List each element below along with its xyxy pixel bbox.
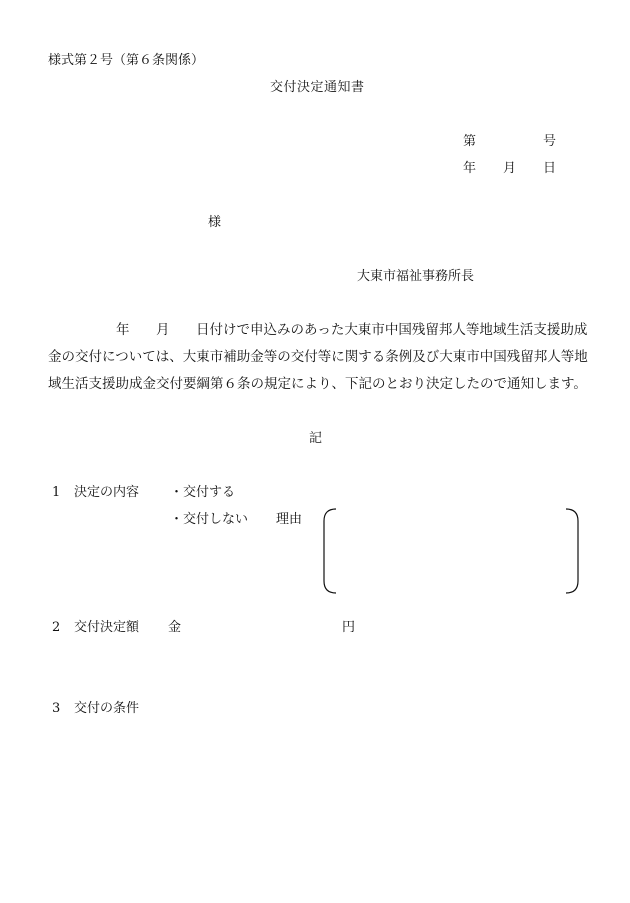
date-day-label: 日 bbox=[543, 161, 557, 176]
item-1-number: 1 bbox=[52, 485, 61, 500]
date-year-label: 年 bbox=[463, 161, 477, 176]
item-3-number: 3 bbox=[52, 701, 61, 716]
item-3-label: 交付の条件 bbox=[74, 701, 140, 716]
option-grant: ・交付する bbox=[170, 485, 236, 500]
ki-heading: 記 bbox=[309, 431, 323, 446]
bracket-icon bbox=[322, 508, 580, 594]
item-1-label: 決定の内容 bbox=[74, 485, 140, 500]
body-line-3: 域生活支援助成金交付要綱第６条の規定により、下記のとおり決定したので通知します。 bbox=[48, 376, 587, 392]
reference-dai: 第 bbox=[463, 134, 477, 149]
sender-name: 大東市福祉事務所長 bbox=[357, 269, 475, 284]
body-year-label: 年 bbox=[116, 322, 130, 338]
reason-label: 理由 bbox=[276, 512, 303, 527]
option-no-grant: ・交付しない bbox=[170, 512, 249, 527]
document-title: 交付決定通知書 bbox=[270, 80, 365, 95]
body-line-2: 金の交付については、大東市補助金等の交付等に関する条例及び大東市中国残留邦人等地 bbox=[48, 349, 588, 365]
recipient-honorific: 様 bbox=[208, 215, 222, 230]
reason-bracket-box bbox=[322, 508, 580, 594]
amount-kin-label: 金 bbox=[168, 620, 182, 635]
date-month-label: 月 bbox=[503, 161, 517, 176]
item-2-number: 2 bbox=[52, 620, 61, 635]
amount-en-label: 円 bbox=[342, 620, 356, 635]
reference-go: 号 bbox=[543, 134, 557, 149]
form-number: 様式第２号（第６条関係） bbox=[48, 53, 205, 68]
body-line-1-text: 日付けで申込みのあった大東市中国残留邦人等地域生活支援助成 bbox=[196, 322, 588, 338]
item-2-label: 交付決定額 bbox=[74, 620, 140, 635]
body-line-1 bbox=[48, 324, 608, 340]
body-month-label: 月 bbox=[156, 322, 170, 338]
